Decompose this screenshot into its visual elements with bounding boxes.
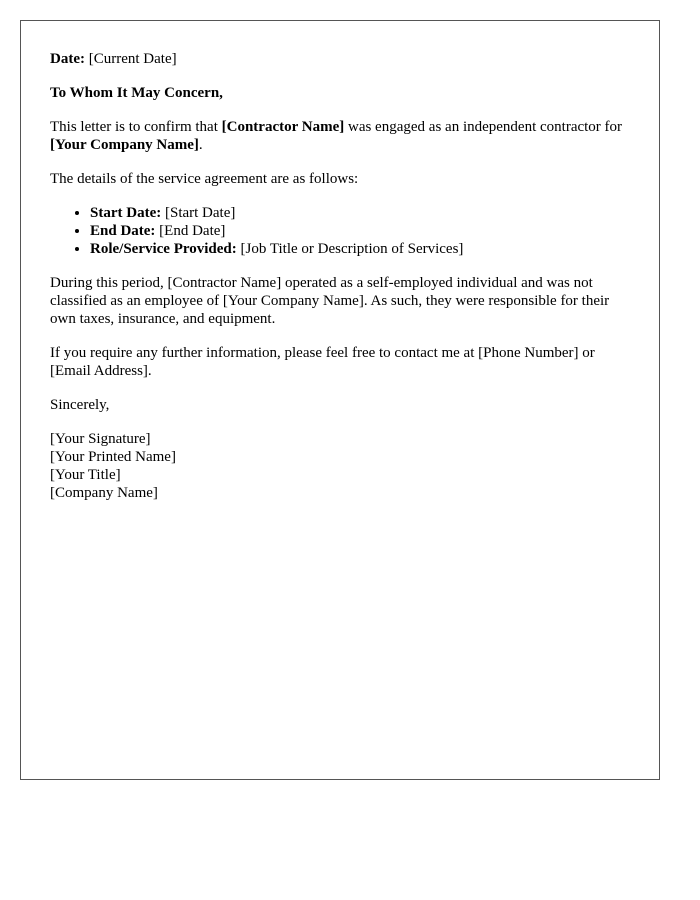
intro-text-1: This letter is to confirm that xyxy=(50,119,222,135)
company-line: [Company Name] xyxy=(50,485,158,501)
details-item-role xyxy=(90,240,630,258)
contact-paragraph: If you require any further information, please feel free to contact me at [Phone Number] or [Email Address]. xyxy=(50,345,595,379)
signature-block xyxy=(50,430,630,502)
details-item-value: [Job Title or Description of Services] xyxy=(240,241,464,257)
printed-name-line: [Your Printed Name] xyxy=(50,449,176,465)
intro-contractor: [Contractor Name] xyxy=(221,119,345,135)
details-item-value: [Start Date] xyxy=(164,205,236,221)
closing: Sincerely, xyxy=(50,397,110,413)
signature-line: [Your Signature] xyxy=(50,431,151,447)
details-list xyxy=(50,204,630,258)
intro-paragraph xyxy=(50,118,630,154)
body-paragraph: During this period, [Contractor Name] operated as a self-employed individual and was not classified as an employee of [Your Company Name]. As such, they were responsible for their own taxes, insurance, and equipment. xyxy=(50,275,610,327)
date-line xyxy=(50,50,630,68)
date-label: Date: xyxy=(50,51,85,67)
salutation xyxy=(50,84,630,102)
details-intro: The details of the service agreement are as follows: xyxy=(50,171,359,187)
details-item-end-date xyxy=(90,222,630,240)
date-value: [Current Date] xyxy=(88,51,177,67)
details-item-label: End Date: xyxy=(90,223,156,239)
details-item-start-date xyxy=(90,204,630,222)
details-item-value: [End Date] xyxy=(159,223,226,239)
salutation-text: To Whom It May Concern, xyxy=(50,85,223,101)
title-line: [Your Title] xyxy=(50,467,121,483)
details-item-label: Role/Service Provided: xyxy=(90,241,237,257)
intro-company: [Your Company Name] xyxy=(50,137,199,153)
letter-document xyxy=(20,20,660,780)
details-item-label: Start Date: xyxy=(90,205,162,221)
intro-text-2: was engaged as an independent contractor for xyxy=(344,119,623,135)
intro-text-3: . xyxy=(198,137,203,153)
